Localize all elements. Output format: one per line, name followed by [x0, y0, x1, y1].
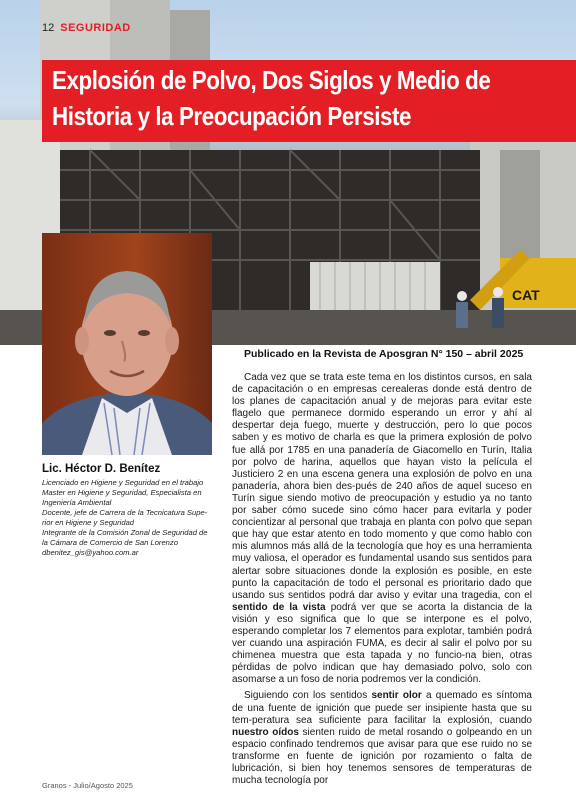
article-body — [232, 372, 532, 787]
author-bio-line: Integrante de la Comisión Zonal de Seguridad de — [42, 528, 208, 537]
title-line-2: Historia y la Preocupación Persiste — [52, 101, 412, 131]
section-label: SEGURIDAD — [60, 22, 131, 34]
author-portrait — [42, 233, 212, 455]
author-bio-line: Docente, jefe de Carrera de la Tecnicatura Supe- — [42, 508, 208, 517]
author-byline — [42, 463, 217, 558]
author-bio-line: Licenciado en Higiene y Seguridad en el trabajo — [42, 478, 204, 487]
author-name: Lic. Héctor D. Benítez — [42, 463, 161, 475]
paragraph-text: sienten ruido de metal rosando o golpeando en un espacio confinado tendremos que avisar para que ese ruido no se transforme en fuente de ignición por rozamiento o falta de lubricación, si bien hoy tenemos sensores de temperaturas de mucha tecnología por — [232, 726, 532, 787]
title-line-1: Explosión de Polvo, Dos Siglos y Medio de — [52, 65, 491, 95]
author-bio-line: la Cámara de Comercio de San Lorenzo — [42, 538, 178, 547]
emphasis-text: nuestro oídos — [232, 726, 299, 738]
article-paragraph-2 — [232, 690, 532, 787]
paragraph-text: Siguiendo con los sentidos — [244, 690, 368, 702]
paragraph-text: podrá ver que se acorta la distancia de la visión y eso significa que lo que se interpone es el polvo, esperando completar los 7 elementos para explotar, también podrá ver cuando una aspiración FUMA, es decir al salir el polvo por su chimenea muestra que esta tapada y no funcio-na bien, otras pérdidas de polvo indican que hay demasiado polvo, solo con asomarse a un foso de noria podremos ver la condición. — [232, 601, 533, 686]
page-footer: Granos - Julio/Agosto 2025 — [42, 781, 133, 790]
paragraph-text: a quemado es síntoma de una fuente de ignición que puede ser insipiente hasta que su tem-peratura sea suficiente para facilitar la explosión, cuando — [232, 690, 532, 726]
svg-text:CAT: CAT — [512, 287, 540, 303]
section-header — [42, 22, 131, 34]
author-bio-line: rior en Higiene y Seguridad — [42, 518, 135, 527]
author-email: dbenitez_gis@yahoo.com.ar — [42, 548, 139, 557]
article-title — [52, 62, 491, 134]
author-bio-line: Master en Higiene y Seguridad, Especialista en — [42, 488, 202, 497]
page-number: 12 — [42, 22, 55, 34]
emphasis-text: sentido de la vista — [232, 601, 326, 613]
author-bio-line: Ingeniería Ambiental — [42, 498, 112, 507]
article-paragraph-1 — [232, 372, 532, 686]
emphasis-text: sentir olor — [371, 690, 422, 702]
paragraph-text: Cada vez que se trata este tema en los distintos cursos, en sala de capacitación o en empresas cerealeras donde está dentro de los planes de capacitación anual y de mejoras para evitar este flagelo que permanece dormido esperando un error y ahí al despertar deja fuego, muerte y destrucción, pero lo que pocos saben y es motivo de charla es que la primera explosión de polvo fue allá por 1785 en una panadería de Giacomello en Turín, Italia por polvo de harina, aquellos que hayan visto la película el Justiciero 2 en una escena genera una explosión de polvo en una panadería, ahora bien des-pués de 240 años de aquel suceso en Turín sigue siendo motivo de preocupación y estudio ya no tanto por saber cómo sucede sino cómo hacer para evitarla y poder concientizar al personal que trabaja en planta con polvo que sepan que hay que estar atento en todo momento y que como hablo con mis alumnos más allá de la tecnología que hoy es una herramienta muy valiosa, el operador es fundamental usando sus sentidos para alertar sobre situaciones donde la explosión es posible, en este punto la capacitación de todo el personal es prioritario dado que usando sus sentidos podrá dar aviso y evitar una tragedia, con el — [232, 372, 532, 601]
author-portrait-illustration — [42, 233, 212, 455]
publication-note: Publicado en la Revista de Aposgran N° 150 – abril 2025 — [244, 348, 524, 360]
